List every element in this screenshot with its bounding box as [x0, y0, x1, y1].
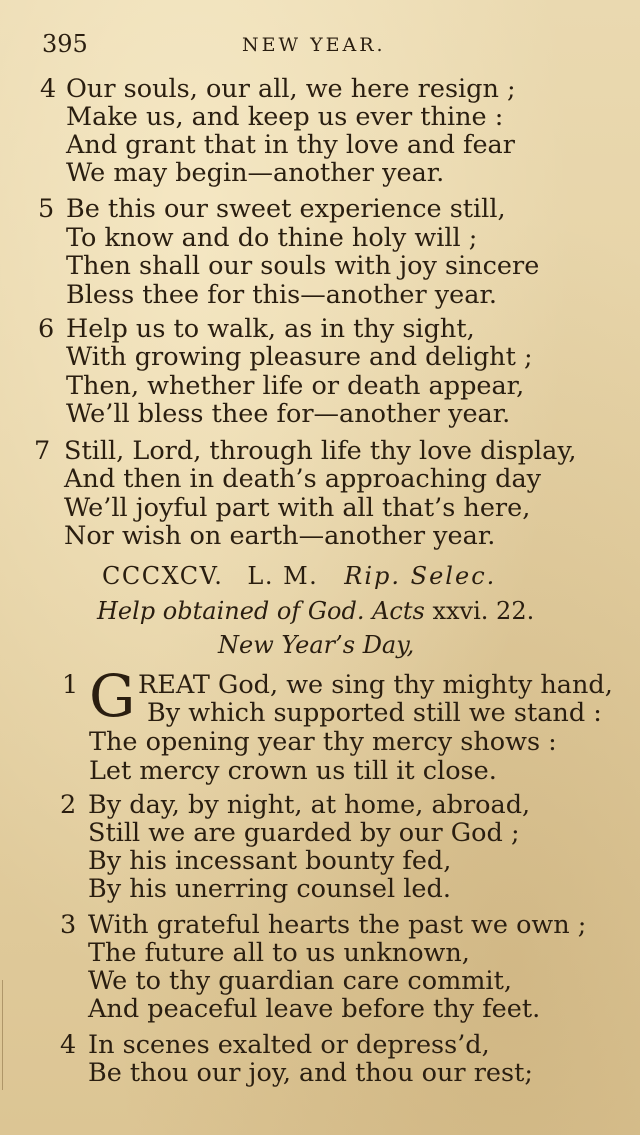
hymn-meter: L. M. — [247, 562, 319, 590]
stanza-number: 1 — [62, 670, 79, 700]
verse-line: Still, Lord, through life thy love display, — [64, 436, 577, 466]
stanza-number: 2 — [60, 790, 77, 820]
drop-cap: G — [89, 662, 136, 730]
verse-line: Let mercy crown us till it close. — [89, 756, 497, 786]
verse-line: By his incessant bounty fed, — [88, 846, 452, 876]
verse-line: Bless thee for this—another year. — [66, 280, 497, 310]
stanza-number: 5 — [38, 194, 55, 224]
scripture-reference: xxvi. 22. — [432, 597, 535, 625]
verse-line: Be this our sweet experience still, — [66, 194, 506, 224]
hymn-subtitle — [97, 597, 534, 625]
stanza-number: 6 — [38, 314, 55, 344]
verse-line: We’ll joyful part with all that’s here, — [64, 493, 531, 523]
stanza-number: 3 — [60, 910, 77, 940]
verse-line: We may begin—another year. — [66, 158, 445, 188]
verse-line: Our souls, our all, we here resign ; — [66, 74, 516, 104]
page-number: 395 — [42, 30, 88, 58]
verse-line: With growing pleasure and delight ; — [66, 342, 533, 372]
verse-line: Still we are guarded by our God ; — [88, 818, 520, 848]
hymn-source: Rip. Selec. — [344, 562, 497, 590]
verse-line: In scenes exalted or depress’d, — [88, 1030, 490, 1060]
verse-line: With grateful hearts the past we own ; — [88, 910, 587, 940]
verse-line: And peaceful leave before thy feet. — [88, 994, 541, 1024]
verse-line: Then shall our souls with joy sincere — [66, 251, 540, 281]
verse-line: Be thou our joy, and thou our rest; — [88, 1058, 533, 1088]
verse-line: And grant that in thy love and fear — [66, 130, 515, 160]
verse-line: Nor wish on earth—another year. — [64, 521, 496, 551]
hymn-occasion: New Year’s Day, — [218, 631, 415, 659]
verse-line: Then, whether life or death appear, — [66, 371, 525, 401]
hymn-heading — [102, 562, 496, 590]
stanza-number: 4 — [60, 1030, 77, 1060]
verse-line: Help us to walk, as in thy sight, — [66, 314, 475, 344]
verse-line: To know and do thine holy will ; — [66, 223, 478, 253]
stanza-number: 7 — [34, 436, 51, 466]
verse-line: REAT God, we sing thy mighty hand, — [138, 670, 613, 700]
stanza-number: 4 — [40, 74, 57, 104]
subtitle-text: Help obtained of God. Acts — [97, 597, 425, 625]
verse-line: Make us, and keep us ever thine : — [66, 102, 504, 132]
verse-line: By day, by night, at home, abroad, — [88, 790, 531, 820]
verse-line: By his unerring counsel led. — [88, 874, 451, 904]
verse-line: The opening year thy mercy shows : — [89, 727, 557, 757]
hymn-number: CCCXCV. — [102, 562, 224, 590]
verse-line: We to thy guardian care commit, — [88, 966, 512, 996]
page-header — [42, 30, 580, 64]
verse-line: We’ll bless thee for—another year. — [66, 399, 511, 429]
verse-line: And then in death’s approaching day — [64, 464, 542, 494]
verse-line: By which supported still we stand : — [147, 698, 602, 728]
verse-line: The future all to us unknown, — [88, 938, 470, 968]
running-title: NEW YEAR. — [242, 34, 386, 56]
page-margin-edge — [2, 980, 11, 1090]
